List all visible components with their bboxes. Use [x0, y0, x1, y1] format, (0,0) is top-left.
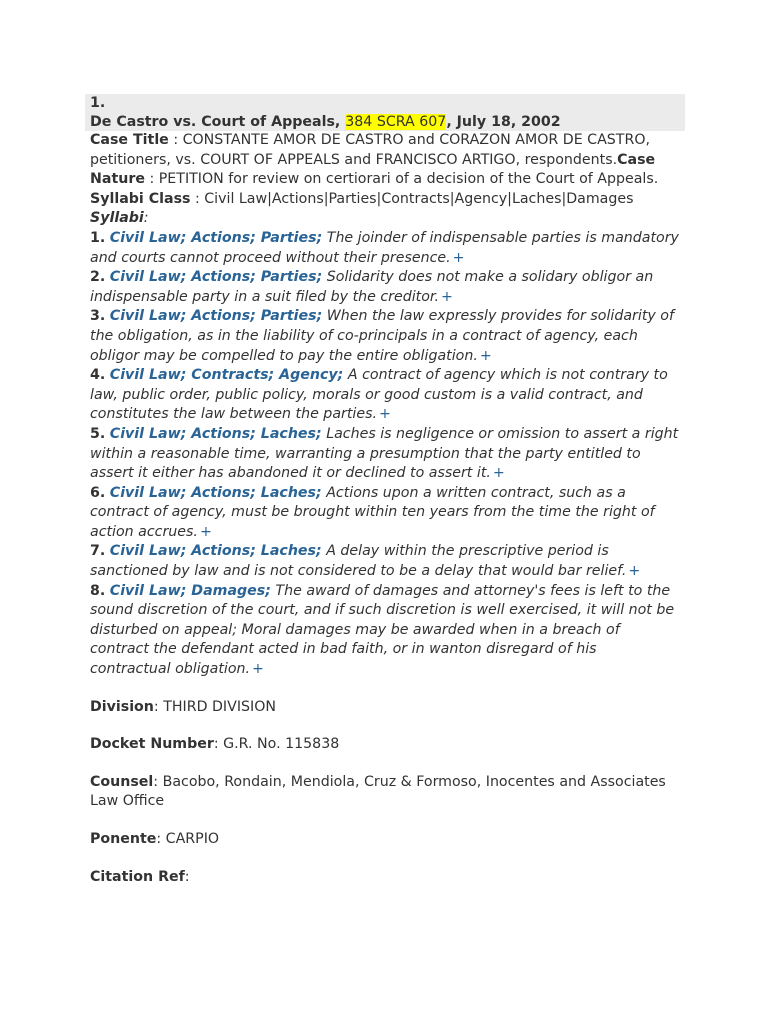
syllabi-label: Syllabi	[90, 210, 144, 227]
expand-plus-icon[interactable]: +	[479, 347, 492, 364]
expand-plus-icon[interactable]: +	[492, 465, 505, 482]
expand-plus-icon[interactable]: +	[452, 249, 465, 266]
case-title-value: : CONSTANTE AMOR DE CASTRO and CORAZON AMOR DE CASTRO, petitioners, vs. COURT OF APPEALS and FRANCISCO ARTIGO, respondents.	[90, 132, 650, 168]
expand-plus-icon[interactable]: +	[199, 523, 212, 540]
syllabus-topic-link[interactable]: Civil Law; Actions; Parties;	[109, 269, 323, 286]
citation-ref-field	[90, 868, 680, 888]
syllabus-text: A delay within the prescriptive period is sanctioned by law and is not considered to be a delay that would bar relief.	[90, 543, 627, 580]
syllabus-number: 4.	[90, 367, 106, 384]
case-date: , July 18, 2002	[446, 113, 561, 130]
case-name: De Castro vs. Court of Appeals,	[90, 113, 341, 130]
division-value: : THIRD DIVISION	[153, 698, 276, 715]
syllabus-number: 6.	[90, 484, 106, 501]
syllabus-number: 8.	[90, 582, 106, 599]
citation-ref-label: Citation Ref	[90, 868, 185, 885]
expand-plus-icon[interactable]: +	[378, 406, 391, 423]
syllabus-item	[90, 229, 680, 268]
syllabus-number: 5.	[90, 425, 106, 442]
docket-field	[90, 735, 680, 755]
syllabi-class-block	[90, 190, 680, 210]
syllabus-topic-link[interactable]: Civil Law; Actions; Laches;	[109, 425, 322, 442]
case-nature-value: : PETITION for review on certiorari of a decision of the Court of Appeals.	[144, 171, 659, 188]
syllabus-topic-link[interactable]: Civil Law; Actions; Parties;	[109, 308, 323, 325]
docket-label: Docket Number	[90, 736, 214, 753]
syllabus-text: The joinder of indispensable parties is mandatory and courts cannot proceed without their presence.	[90, 229, 679, 266]
case-heading	[90, 113, 680, 132]
syllabus-text: Solidarity does not make a solidary obligor an indispensable party in a suit filed by the creditor.	[90, 269, 654, 305]
case-header	[85, 94, 685, 131]
syllabus-number: 1.	[90, 229, 106, 246]
expand-plus-icon[interactable]: +	[440, 288, 453, 305]
syllabi-heading	[90, 209, 680, 229]
expand-plus-icon[interactable]: +	[252, 661, 264, 678]
syllabus-topic-link[interactable]: Civil Law; Contracts; Agency;	[109, 367, 344, 384]
ponente-label: Ponente	[90, 831, 157, 847]
ponente-value: : CARPIO	[156, 831, 220, 847]
case-number: 1.	[90, 95, 106, 111]
syllabus-text: Actions upon a written contract, such as a contract of agency, must be brought within ten years from the time the right of action accrues.	[90, 484, 655, 540]
division-label: Division	[90, 698, 154, 715]
syllabus-text: Laches is negligence or omission to assert a right within a reasonable time, warranting a presumption that the party entitled to assert it either has abandoned it or declined to assert it.	[90, 425, 679, 482]
syllabi-class-label: Syllabi Class	[90, 190, 191, 207]
syllabus-topic-link[interactable]: Civil Law; Damages;	[109, 582, 271, 599]
syllabus-item	[90, 366, 680, 425]
syllabus-number: 3.	[90, 308, 106, 325]
division-field	[90, 698, 680, 718]
syllabus-number: 2.	[90, 269, 106, 286]
syllabus-topic-link[interactable]: Civil Law; Actions; Laches;	[109, 543, 322, 560]
counsel-label: Counsel	[90, 773, 154, 790]
syllabus-item	[90, 582, 680, 680]
syllabi-list	[90, 229, 680, 680]
syllabus-text: When the law expressly provides for solidarity of the obligation, as in the liability of co-principals in a contract of agency, each obligor may be compelled to pay the entire obligation.	[90, 308, 674, 364]
syllabus-text: A contract of agency which is not contrary to law, public order, public policy, morals or good custom is a valid contract, and constitutes the law between the parties.	[90, 367, 668, 423]
syllabus-item	[90, 307, 680, 366]
syllabus-number: 7.	[90, 543, 106, 560]
syllabus-topic-link[interactable]: Civil Law; Actions; Laches;	[109, 484, 322, 501]
counsel-value: : Bacobo, Rondain, Mendiola, Cruz & Formoso, Inocentes and Associates Law Office	[90, 773, 666, 810]
ponente-field	[90, 830, 680, 850]
citation-ref-value: :	[184, 868, 190, 885]
case-digest	[90, 94, 680, 887]
case-title-label: Case Title	[90, 132, 169, 148]
syllabi-colon: :	[143, 210, 149, 227]
docket-value: : G.R. No. 115838	[213, 736, 340, 753]
counsel-field	[90, 773, 680, 812]
syllabus-item	[90, 484, 680, 543]
citation-highlight: 384 SCRA 607	[345, 113, 447, 130]
syllabus-item	[90, 425, 680, 484]
syllabus-item	[90, 542, 680, 581]
case-title-block	[90, 131, 680, 190]
syllabi-class-value: : Civil Law|Actions|Parties|Contracts|Agency|Laches|Damages	[190, 190, 634, 207]
syllabus-text: The award of damages and attorney's fees is left to the sound discretion of the court, and if such discretion is well exercised, it will not be disturbed on appeal; Moral damages may be awarded when in a breach of contract the defendant acted in bad faith, or in wanton disregard of his contractual obligation.	[90, 582, 675, 678]
expand-plus-icon[interactable]: +	[628, 563, 641, 580]
case-nature-label: Case Nature	[90, 151, 656, 188]
syllabus-topic-link[interactable]: Civil Law; Actions; Parties;	[109, 229, 323, 246]
syllabus-item	[90, 268, 680, 307]
